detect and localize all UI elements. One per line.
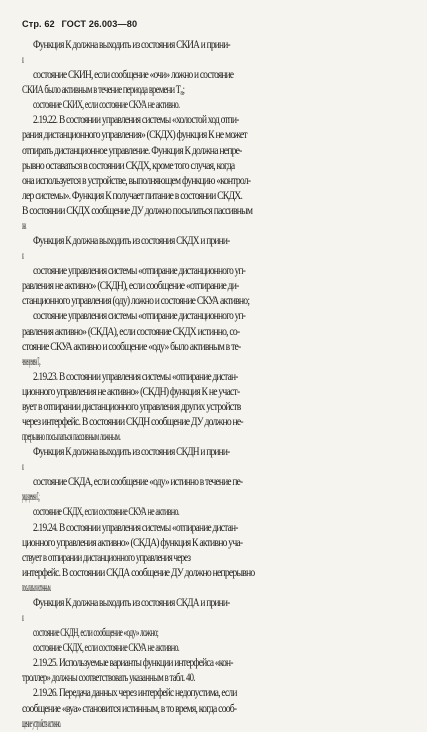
text-line: отпирать дистанционное управление. Функция К должна непре- [22, 144, 242, 157]
text-line: она используется в устройстве, выполняющем функцию «контрол- [22, 174, 251, 187]
text-line: 2.19.26. Передача данных через интерфейс недопустима, если [33, 687, 237, 700]
standard-number: ГОСТ 26.003—80 [61, 19, 138, 29]
text-line: состояние управления системы «отпирание дистанционного уп- [33, 265, 246, 278]
text-line: равления не активно» (СКДН), если сообщение «отпирание ди- [22, 280, 239, 293]
text-line: Функция К должна выходить из состояния СКИА и прини- [33, 39, 230, 51]
text-line: 2.19.25. Используемые варианты функции интерфейса «кон- [33, 657, 233, 670]
text-line: мать: [22, 461, 24, 474]
text-line: станционного управления (оду) ложно и состояние СКУА активно; [22, 295, 250, 308]
text-line: состояние СКДН, если сообщение «оду» ложно; [33, 627, 159, 640]
text-line: интерфейс. В состоянии СКДА сообщение ДУ должно непрерывно [22, 566, 255, 579]
text-line: 2.19.24. В состоянии управления системы «отпирание дистан- [33, 521, 238, 534]
text-line: рывно оставаться в состоянии СКДХ, кроме того случая, когда [22, 159, 235, 172]
text-line: состояние управления системы «отпирание дистанционного уп- [33, 310, 246, 323]
text-line: ложным. [22, 219, 27, 232]
text-line: щение устройств истинно. [22, 717, 61, 730]
text-line: СКИА было активным в течение периода времени T₈; [22, 84, 185, 97]
text-line: посылаться истинным. [22, 581, 51, 594]
text-line: через интерфейс. В состоянии СКДН сообщение ДУ должно не- [22, 416, 243, 428]
text-line: Функция К должна выходить из состояния СКДХ и прини- [33, 235, 230, 248]
text-line: состояние СКИН, если сообщение «очи» ложно и состояние [33, 69, 234, 82]
text-line: состояние СКИХ, если состояние СКУА не активно. [33, 99, 180, 112]
text-line: мать: [22, 612, 24, 625]
text-line: прерывно посылаться пассивным ложным. [22, 431, 121, 444]
text-line: состояние СКДХ, если состояние СКУА не активно. [33, 506, 180, 519]
text-line: троллер» должны соответствовать указанным в табл. 40. [22, 672, 195, 685]
text-line: мать: [22, 54, 24, 67]
text-line: сообщение «вуа» становится истинным, в то время, когда сооб- [22, 702, 237, 715]
text-line: 2.19.23. В состоянии управления системы «отпирание дистан- [33, 370, 238, 383]
text-line: Функция К должна выходить из состояния СКДА и прини- [33, 596, 230, 609]
text-line: 2.19.22. В состоянии управления системы «холостой ход отпи- [33, 114, 239, 127]
text-line: чение времени T₈. [22, 355, 41, 368]
page-number: Стр. 62 [22, 19, 55, 29]
text-line: рания дистанционного управления» (СКДХ) функция К не может [22, 129, 247, 142]
text-line: Функция К должна выходить из состояния СКДН и прини- [33, 446, 230, 459]
text-line: В состоянии СКДХ сообщение ДУ должно посылаться пассивным [22, 204, 253, 217]
text-line: состояние СКДА, если сообщение «оду» истинно в течение пе- [33, 476, 243, 489]
text-line: ствует в отпирании дистанционного управления через [22, 551, 191, 564]
text-line: лер системы». Функция К получает питание в состоянии СКДХ. [22, 189, 243, 202]
text-line: равления активно» (СКДА), если состояние СКДХ истинно, со- [22, 325, 240, 338]
page-header [22, 19, 141, 29]
text-line: состояние СКДХ, если состояние СКУА не активно. [33, 642, 180, 655]
text-line: мать: [22, 250, 24, 263]
text-line: ционного управления активно» (СКДА) функция К активно уча- [22, 536, 243, 549]
text-line: стояние СКУА активно и сообщение «оду» было активным в те- [22, 340, 241, 353]
text-line: риода времени T₈; [22, 491, 40, 504]
text-line: ционного управления не активно» (СКДН) функция К не участ- [22, 385, 240, 398]
text-line: вует в отпирании дистанционного управления других устройств [22, 400, 241, 413]
